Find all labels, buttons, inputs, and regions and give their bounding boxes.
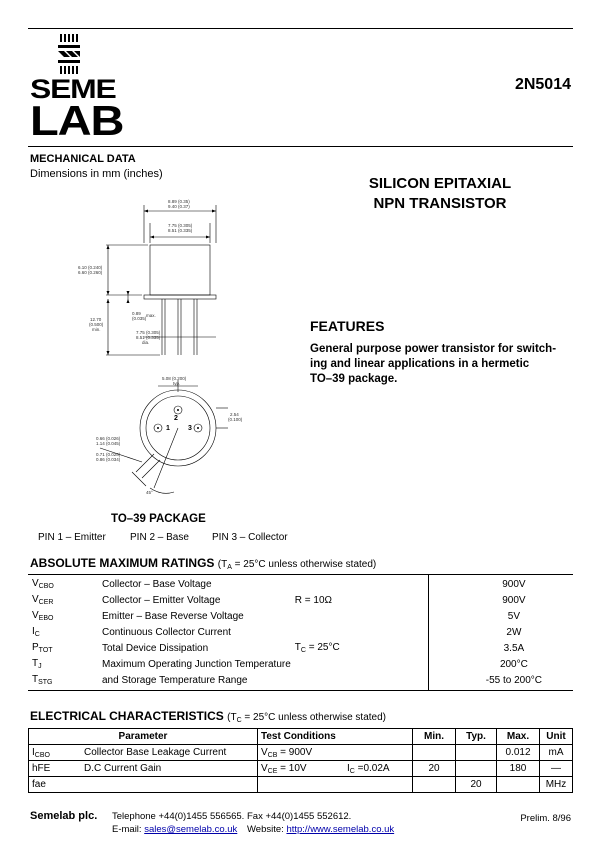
- ec-col-typ: Typ.: [456, 729, 497, 745]
- amr-description: Collector – Emitter Voltage: [102, 594, 221, 606]
- amr-note: ($T_A = 25^\circ C$ unless otherwise stated): [217, 559, 377, 571]
- footer-prelim: Prelim. 8/96: [520, 813, 571, 824]
- dim-body-dia-2: 9.40 (0.37): [168, 204, 190, 209]
- mechanical-subheading: Dimensions in mm (inches): [30, 168, 163, 180]
- dim-cap-dia-2: 8.51 (0.335): [168, 228, 193, 233]
- ec-max: [497, 777, 540, 793]
- amr-description: Emitter – Base Reverse Voltage: [102, 610, 244, 622]
- ec-description: [81, 777, 258, 793]
- ec-unit: MHz: [540, 777, 573, 793]
- ec-condition-1: [258, 777, 345, 793]
- dim-flange-2: 8.51 (0.335): [136, 335, 161, 340]
- ec-row: [29, 761, 573, 777]
- ec-condition-2: [344, 777, 413, 793]
- ec-unit: mA: [540, 745, 573, 761]
- amr-top-rule: [28, 574, 573, 575]
- ec-typ: 20: [456, 777, 497, 793]
- footer-email-link[interactable]: sales@semelab.co.uk: [144, 824, 238, 835]
- footer-email-label: E-mail:: [112, 824, 142, 835]
- footer-email-row: [112, 824, 237, 835]
- ec-condition-1: $V_{CE} = 10V$: [258, 761, 345, 777]
- amr-value: -55 to 200°C: [485, 674, 543, 686]
- amr-symbol: $V_{CBO}$: [32, 578, 54, 590]
- dim-tab-1: 0.66 (0.026): [96, 436, 121, 441]
- pin-3-desc: PIN 3 – Collector: [212, 532, 288, 543]
- ec-col-unit: Unit: [540, 729, 573, 745]
- dim-rim-2: max.: [146, 313, 156, 318]
- footer-company: Semelab plc.: [30, 810, 98, 822]
- ec-unit: —: [540, 761, 573, 777]
- amr-condition: [291, 576, 451, 592]
- package-side-view: [70, 195, 270, 375]
- amr-value: 2W: [506, 626, 522, 638]
- device-title-line2: NPN TRANSISTOR: [373, 195, 507, 212]
- footer-phone: Telephone +44(0)1455 556565.: [112, 811, 245, 822]
- amr-condition: [291, 672, 451, 688]
- ec-description: D.C Current Gain: [81, 761, 258, 777]
- dim-flange-3: dia.: [142, 340, 150, 345]
- dim-lead-2: (0.500): [89, 322, 104, 327]
- mechanical-heading: MECHANICAL DATA: [30, 153, 136, 165]
- dim-lead-3: min.: [92, 327, 101, 332]
- ec-min: [413, 745, 456, 761]
- amr-condition: R = 10Ω: [294, 594, 333, 606]
- amr-row: [28, 592, 573, 608]
- amr-symbol: $T_J$: [32, 658, 42, 670]
- dim-pin-spacing-2: (0.100): [228, 417, 243, 422]
- footer-website-link[interactable]: http://www.semelab.co.uk: [286, 824, 395, 835]
- amr-description: Collector – Base Voltage: [102, 578, 212, 590]
- amr-value: 900V: [502, 578, 526, 590]
- ec-max: 180: [497, 761, 540, 777]
- amr-condition: [291, 608, 451, 624]
- ec-col-max: Max.: [497, 729, 540, 745]
- pin-1-desc: PIN 1 – Emitter: [38, 532, 106, 543]
- ec-header-row: [29, 729, 573, 745]
- ec-note: ($T_C = 25^\circ C$ unless otherwise stated): [227, 712, 386, 724]
- amr-description: Continuous Collector Current: [102, 626, 231, 638]
- amr-bottom-rule: [28, 690, 573, 691]
- amr-description: Total Device Dissipation: [102, 642, 209, 654]
- logo-mark-icon: [30, 32, 130, 78]
- ec-col-min: Min.: [413, 729, 456, 745]
- dim-flange-1: 7.75 (0.305): [136, 330, 161, 335]
- dim-body-dia-1: 8.89 (0.35): [168, 199, 190, 204]
- dim-pitch-1: 5.08 (0.200): [162, 376, 187, 381]
- amr-heading: [30, 556, 376, 571]
- dim-rim-3: (0.035): [132, 316, 147, 321]
- ec-typ: [456, 745, 497, 761]
- features-line2: ing and linear applications in a hermetic: [310, 358, 530, 370]
- ec-symbol: fae: [29, 777, 82, 793]
- part-number: 2N5014: [514, 76, 571, 93]
- amr-row: [28, 608, 573, 624]
- amr-description: Maximum Operating Junction Temperature: [102, 658, 291, 670]
- pin-2-desc: PIN 2 – Base: [130, 532, 189, 543]
- amr-row: [28, 624, 573, 640]
- amr-value: 3.5A: [503, 642, 525, 654]
- ec-min: [413, 777, 456, 793]
- ec-min: 20: [413, 761, 456, 777]
- features-heading: FEATURES: [310, 318, 385, 334]
- amr-value: 5V: [507, 610, 521, 622]
- amr-symbol: $V_{EBO}$: [32, 610, 54, 622]
- dim-tab-width-2: 0.86 (0.034): [96, 457, 121, 462]
- amr-value: 200°C: [499, 658, 528, 670]
- semelab-logo: [30, 32, 130, 144]
- package-heading: TO–39 PACKAGE: [111, 513, 206, 525]
- footer-website-label: Website:: [247, 824, 284, 835]
- ec-row: [29, 745, 573, 761]
- dim-height-1: 6.10 (0.240): [78, 265, 103, 270]
- logo-word-seme: SEME: [30, 74, 116, 104]
- dim-angle: 45°: [146, 490, 153, 495]
- amr-condition: [291, 624, 451, 640]
- amr-heading-text: ABSOLUTE MAXIMUM RATINGS: [30, 556, 215, 570]
- ec-description: Collector Base Leakage Current: [81, 745, 258, 761]
- amr-value: 900V: [502, 594, 526, 606]
- ec-typ: [456, 761, 497, 777]
- amr-condition: $T_C = 25^\circ C$: [294, 642, 340, 654]
- dim-height-2: 6.60 (0.260): [78, 270, 103, 275]
- ec-col-parameter: Parameter: [29, 729, 258, 745]
- package-bottom-view: [70, 372, 290, 502]
- amr-symbol: $P_{TOT}$: [32, 642, 53, 654]
- amr-row: [28, 640, 573, 656]
- header-rule: [28, 146, 573, 147]
- ec-max: 0.012: [497, 745, 540, 761]
- ec-table: [28, 728, 573, 793]
- features-line1: General purpose power transistor for switch-: [310, 343, 557, 355]
- ec-col-conditions: Test Conditions: [258, 729, 413, 745]
- amr-description: and Storage Temperature Range: [102, 674, 248, 686]
- dim-pin-spacing-1: 2.54: [230, 412, 239, 417]
- pin-3-label: 3: [188, 425, 192, 432]
- footer-fax: Fax +44(0)1455 552612.: [247, 811, 352, 822]
- logo-word-lab: LAB: [30, 97, 124, 144]
- device-title-line1: SILICON EPITAXIAL: [368, 175, 512, 192]
- amr-row: [28, 576, 573, 592]
- amr-condition: [291, 656, 451, 672]
- pin-1-label: 1: [166, 425, 170, 432]
- ec-condition-1: $V_{CB} = 900V$: [258, 745, 345, 761]
- amr-symbol: $T_{STG}$: [32, 674, 53, 686]
- dim-lead-1: 12.70: [90, 317, 102, 322]
- ec-symbol: $I_{CBO}$: [29, 745, 82, 761]
- device-title: [340, 174, 540, 214]
- ec-symbol: hFE: [29, 761, 82, 777]
- dim-rim-1: 0.89: [132, 311, 141, 316]
- amr-row: [28, 656, 573, 672]
- amr-row: [28, 672, 573, 688]
- dim-pitch-2: typ.: [173, 381, 181, 386]
- features-line3: TO–39 package.: [310, 373, 398, 385]
- pin-2-label: 2: [174, 415, 178, 422]
- amr-symbol: $V_{CER}$: [32, 594, 54, 606]
- dim-cap-dia-1: 7.75 (0.305): [168, 223, 193, 228]
- ec-condition-2: $I_C =0.02A$: [344, 761, 413, 777]
- ec-heading-text: ELECTRICAL CHARACTERISTICS: [30, 709, 224, 723]
- ec-condition-2: [344, 745, 413, 761]
- ec-row: [29, 777, 573, 793]
- amr-table: [28, 576, 573, 688]
- dim-tab-2: 1.14 (0.045): [96, 441, 121, 446]
- footer-website-row: [247, 824, 394, 835]
- amr-symbol: $I_C$: [32, 626, 40, 638]
- top-rule: [28, 28, 573, 29]
- dim-tab-width-1: 0.71 (0.028): [96, 452, 121, 457]
- ec-heading: [30, 709, 386, 724]
- features-text: [310, 342, 575, 387]
